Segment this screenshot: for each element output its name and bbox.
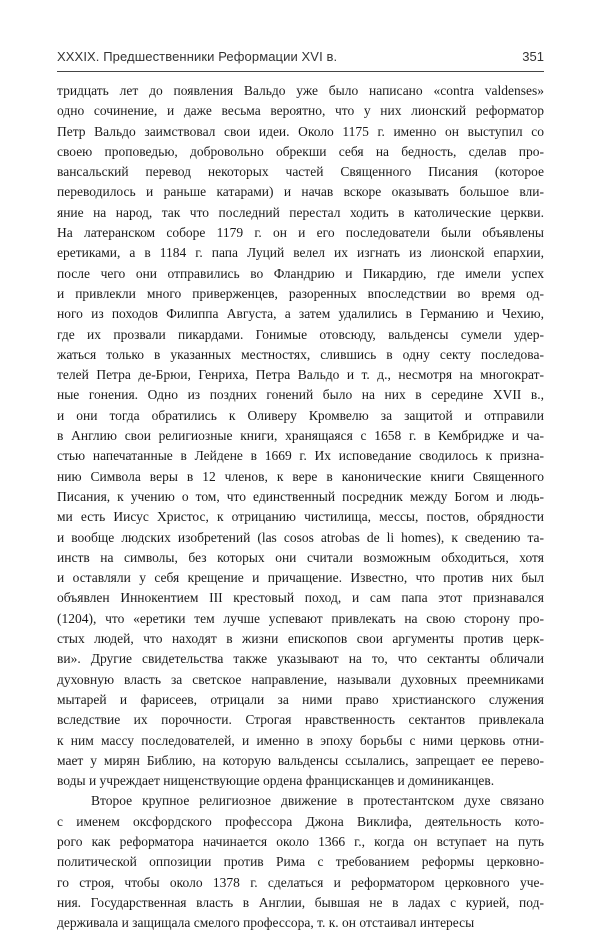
header-rule [57, 71, 544, 72]
text-line: ми есть Иисус Христос, к отрицанию чистилища, мессы, постов, обрядности [57, 509, 544, 525]
text-line: переводилось и раньше катарами) и начав вскоре оказывать большое вли- [57, 184, 544, 200]
text-line: стью напечатанные в Лейдене в 1669 г. Их исповедание сводилось к призна- [57, 448, 544, 464]
text-line: ви». Другие свидетельства также указывают на то, что сектанты обличали [57, 651, 544, 667]
text-line: ния. Государственная власть в Англии, бывшая не в ладах с курией, под- [57, 894, 544, 910]
text-line: го строя, чтобы около 1378 г. сделаться и реформатором церковного уче- [57, 874, 544, 890]
chapter-title: XXXIX. Предшественники Реформации XVI в. [57, 49, 338, 64]
text-line: воды и учреждает нищенствующие ордена францисканцев и доминиканцев. [57, 773, 495, 789]
text-line: вследствие их порочности. Строгая нравственность сектантов привлекала [57, 712, 544, 728]
text-line: тридцать лет до появления Вальдо уже было написано «contra valdenses» [57, 83, 544, 98]
text-line: телей Петра де-Брюи, Генриха, Петра Вальдо и т. д., несмотря на многократ- [57, 367, 544, 383]
text-line: (1204), что «еретики тем лучше успевают привлекать на свою сторону про- [57, 610, 544, 626]
text-line: нию Символа веры в 12 членов, к вере в канонические книги Священного [57, 468, 544, 484]
text-line: мает у мирян Библию, на которую вальденсы ссылались, запрещает ее перево- [57, 752, 544, 768]
text-line: где их прозвали пикардами. Гонимые отовсюду, вальденсы сумели удер- [57, 326, 544, 342]
text-line: и оставляли у себя крещение и причащение. Известно, что против них был [57, 570, 544, 586]
text-line: политической оппозиции против Рима с требованием реформы церковно- [57, 854, 544, 870]
text-line: Второе крупное религиозное движение в протестантском духе связано [91, 793, 544, 809]
page-number: 351 [522, 49, 544, 64]
text-line: ные гонения. Одно из поздних гонений было на них в середине XVII в., [57, 387, 544, 403]
text-line: и они тогда обратились к Оливеру Кромвелю за защитой и отправили [57, 407, 544, 423]
text-line: вансальский перевод некоторых частей Священного Писания (которое [57, 164, 544, 180]
text-line: своею проповедью, добровольно обрекши себя на бедность, сделав про- [57, 143, 544, 159]
text-line: одно сочинение, и даже весьма вероятно, что у них лионский реформатор [57, 103, 544, 119]
text-line: жаться только в указанных местностях, слившись в одну секту последова- [57, 346, 544, 362]
text-line: еретиками, а в 1184 г. папа Луций велел их изгнать из лионской епархии, [57, 245, 544, 261]
text-line: стых людей, что находят в жизни епископов свои аргументы против церк- [57, 631, 544, 647]
paragraph [57, 791, 544, 933]
body-text [57, 81, 544, 933]
paragraph [57, 81, 544, 791]
text-line: мытарей и фарисеев, отрицали за ними право христианского служения [57, 691, 544, 707]
text-line: Писания, к учению о том, что единственный посредник между Богом и людь- [57, 488, 544, 504]
text-line: На латеранском соборе 1179 г. он и его последователи были объявлены [57, 225, 544, 241]
text-line: яние на народ, так что последний перестал ходить в католические церкви. [57, 204, 544, 220]
text-line: держивала и защищала смелого профессора, т. к. он отстаивал интересы [57, 915, 475, 931]
text-line: с именем оксфордского профессора Джона Виклифа, деятельность кото- [57, 813, 544, 829]
text-line: ного из походов Филиппа Августа, а затем удалились в Германию и Чехию, [57, 306, 544, 322]
text-line: и привлекли много приверженцев, разоренных впоследствии во время од- [57, 285, 544, 301]
text-line: рого как реформатора начинается около 1366 г., когда он вступает на путь [57, 833, 544, 849]
text-line: объявлен Иннокентием III крестовый поход, и сам папа этот признавался [57, 590, 544, 606]
text-line: в Англию свои религиозные книги, хранящаяся с 1658 г. в Кембридже и ча- [57, 428, 544, 444]
text-line: и вообще людских изобретений (las cosos atrobas de li homes), к сведению та- [57, 529, 544, 545]
text-line: Петр Вальдо заимствовал свои идеи. Около 1175 г. именно он выступил со [57, 123, 544, 139]
text-line: инств на символы, без которых они считали возможным обходиться, хотя [57, 549, 544, 565]
text-line: к ним массу последователей, и именно в эпоху борьбы с ними церковь отни- [57, 732, 544, 748]
text-line: духовную власть за светское направление, называли духовных преемниками [57, 671, 544, 687]
running-head [57, 47, 544, 69]
text-line: после чего они отправились во Фландрию и Пикардию, где имели успех [57, 265, 544, 281]
